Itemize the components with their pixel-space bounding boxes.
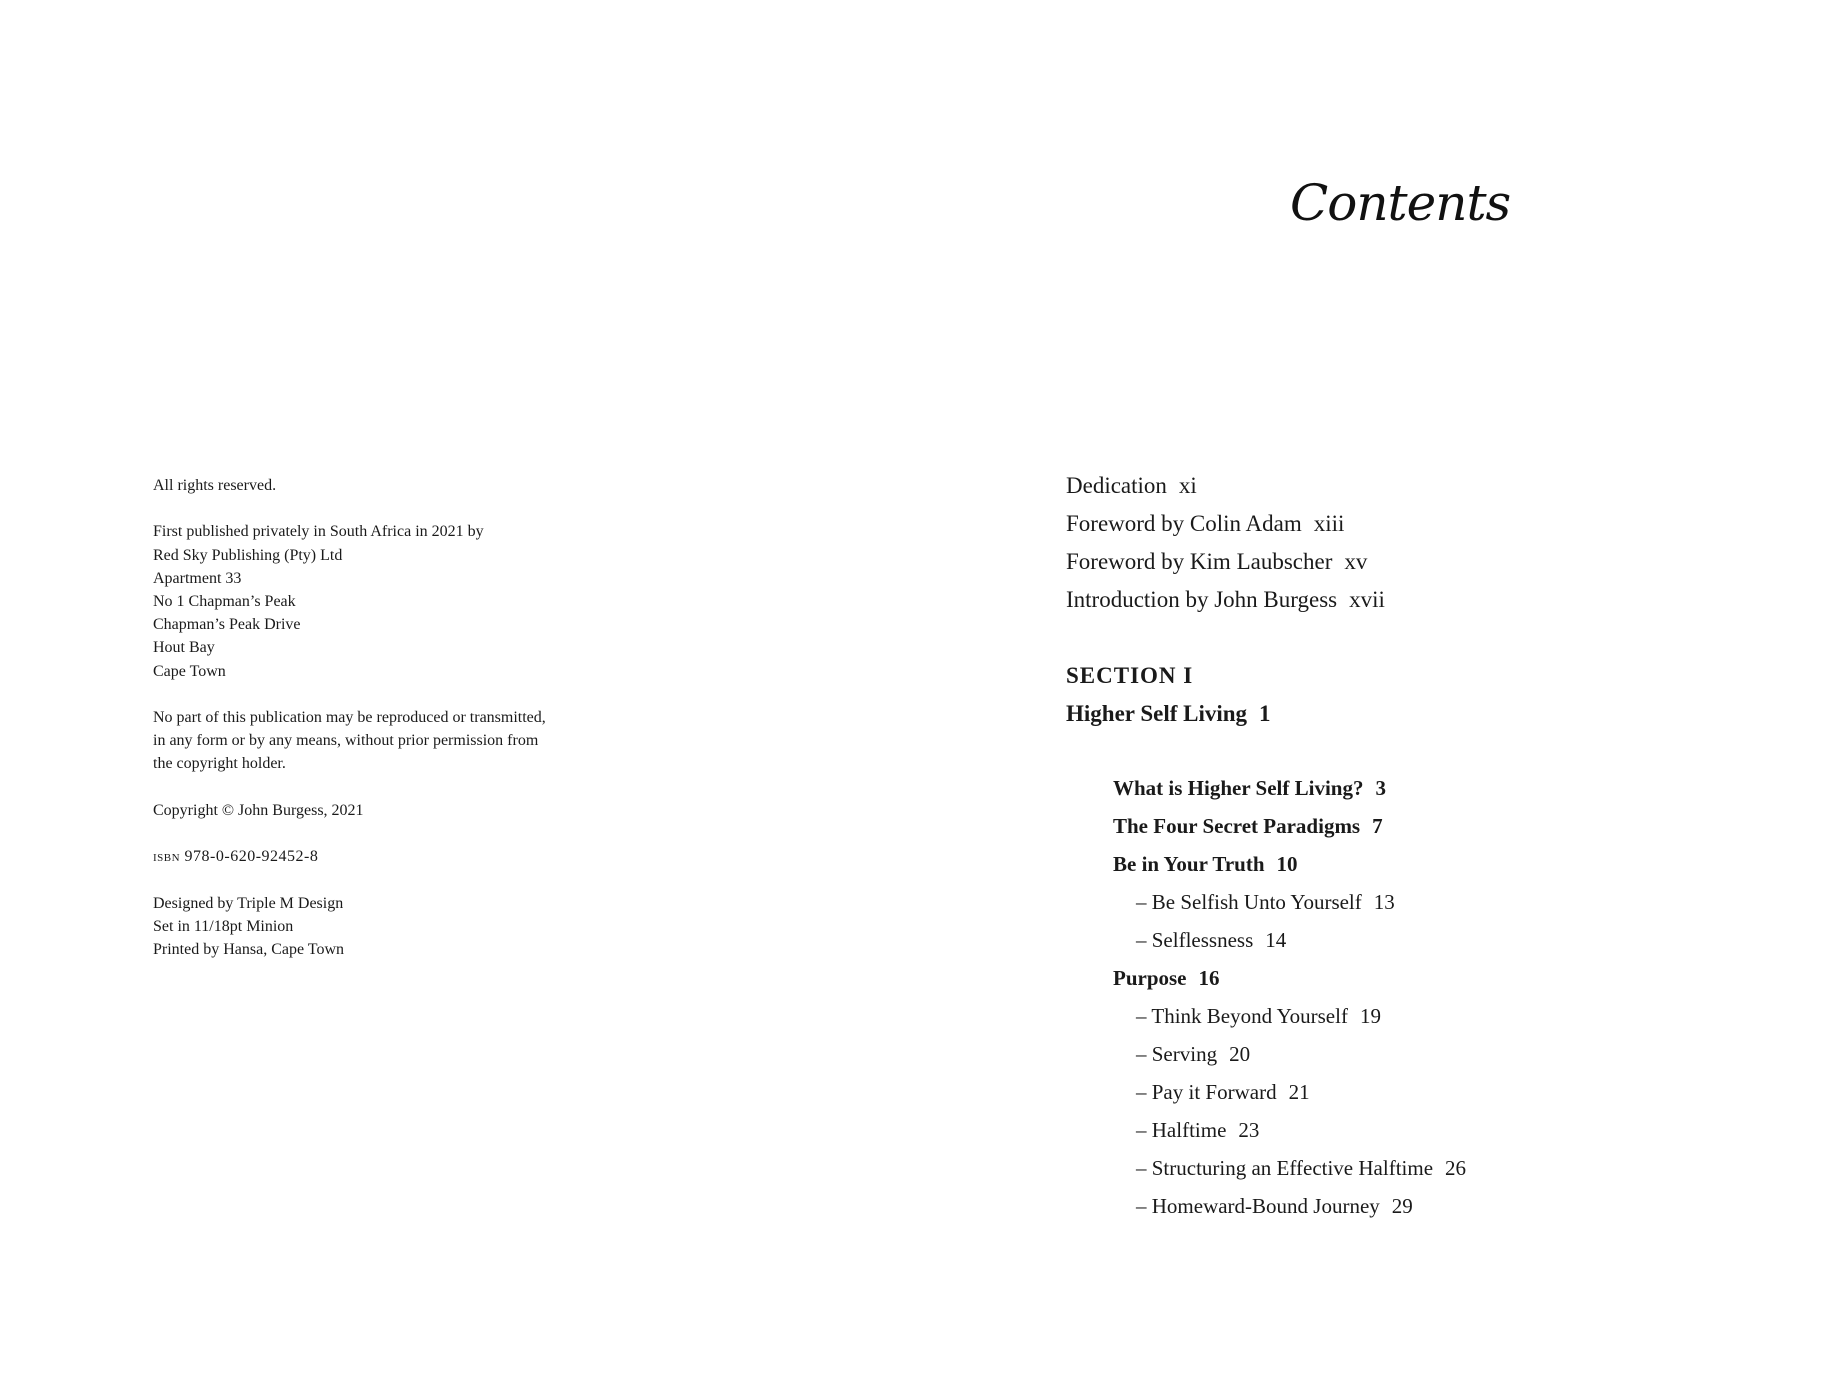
imprint-line: Chapman’s Peak Drive	[153, 616, 301, 634]
imprint-line: First published privately in South Africa in 2021 by	[153, 523, 484, 541]
imprint-line: No 1 Chapman’s Peak	[153, 593, 296, 610]
toc-chapter-label: The Four Secret Paradigms	[1113, 814, 1361, 838]
toc-subchapter-label: – Be Selfish Unto Yourself	[1136, 890, 1362, 914]
toc-subchapter-entry	[1136, 892, 1395, 913]
toc-subchapter-page: 23	[1238, 1118, 1260, 1142]
toc-chapter-label: What is Higher Self Living?	[1113, 776, 1364, 800]
imprint-line: Apartment 33	[153, 569, 242, 587]
toc-subchapter-entry	[1136, 1120, 1259, 1141]
section-heading: SECTION I	[1066, 663, 1194, 688]
toc-subchapter-page: 26	[1445, 1156, 1467, 1180]
toc-entry-label: Dedication	[1066, 473, 1167, 498]
toc-entry-label: Foreword by Kim Laubscher	[1066, 549, 1333, 574]
imprint-gap	[153, 683, 653, 706]
toc-entry-foreword-kim	[1066, 550, 1367, 573]
toc-entry-page: xiii	[1313, 511, 1345, 536]
toc-subchapter-page: 29	[1391, 1194, 1413, 1218]
toc-entry-label: Introduction by John Burgess	[1066, 587, 1338, 612]
toc-subchapter-label: – Structuring an Effective Halftime	[1136, 1156, 1434, 1180]
imprint-line: Cape Town	[153, 662, 226, 680]
toc-chapter-page: 10	[1276, 852, 1298, 876]
toc-entry-page: xv	[1344, 549, 1368, 574]
toc-chapter-entry	[1113, 816, 1383, 837]
toc-chapter-entry	[1113, 854, 1298, 875]
imprint-line: No part of this publication may be reproduced or transmitted,	[153, 709, 546, 726]
imprint-line: Designed by Triple M Design	[153, 894, 344, 912]
imprint-line: Printed by Hansa, Cape Town	[153, 940, 344, 958]
contents-title: Contents	[1290, 174, 1511, 232]
imprint-gap	[153, 822, 653, 845]
toc-chapter-entry	[1113, 968, 1220, 989]
toc-chapter-page: 7	[1372, 814, 1383, 838]
toc-subchapter-entry	[1136, 930, 1286, 951]
section-title: Higher Self Living	[1066, 701, 1248, 726]
toc-subchapter-page: 21	[1288, 1080, 1310, 1104]
toc-subchapter-label: – Homeward-Bound Journey	[1136, 1194, 1380, 1218]
imprint-block	[153, 474, 653, 961]
imprint-line: Red Sky Publishing (Pty) Ltd	[153, 546, 343, 564]
imprint-gap	[153, 868, 653, 891]
toc-entry-page: xvii	[1349, 587, 1385, 612]
left-page	[0, 0, 921, 1382]
toc-subchapter-label: – Halftime	[1136, 1118, 1227, 1142]
isbn-line: isbn 978-0-620-92452-8	[153, 848, 319, 866]
toc-subchapter-label: – Serving	[1136, 1042, 1218, 1066]
imprint-line: the copyright holder.	[153, 755, 286, 773]
section-title-entry	[1066, 702, 1271, 725]
imprint-line: Set in 11/18pt Minion	[153, 917, 294, 935]
toc-entry-label: Foreword by Colin Adam	[1066, 511, 1302, 536]
toc-entry-introduction	[1066, 588, 1385, 611]
toc-chapter-page: 16	[1198, 966, 1220, 990]
toc-subchapter-entry	[1136, 1196, 1413, 1217]
imprint-line: in any form or by any means, without prior permission from	[153, 732, 539, 750]
toc-chapter-label: Be in Your Truth	[1113, 852, 1265, 876]
toc-subchapter-label: – Selflessness	[1136, 928, 1254, 952]
section-page: 1	[1259, 701, 1271, 726]
toc-subchapter-entry	[1136, 1082, 1310, 1103]
toc-subchapter-entry	[1136, 1006, 1381, 1027]
right-page	[921, 0, 1843, 1382]
toc-subchapter-label: – Think Beyond Yourself	[1136, 1004, 1348, 1028]
toc-chapter-entry	[1113, 778, 1386, 799]
toc-entry-dedication	[1066, 474, 1197, 497]
toc-subchapter-label: – Pay it Forward	[1136, 1080, 1277, 1104]
toc-chapter-page: 3	[1375, 776, 1386, 800]
toc-subchapter-page: 14	[1265, 928, 1287, 952]
toc-subchapter-entry	[1136, 1158, 1466, 1179]
copyright-line: Copyright © John Burgess, 2021	[153, 801, 364, 819]
imprint-gap	[153, 497, 653, 520]
toc-chapter-label: Purpose	[1113, 966, 1187, 990]
imprint-line: Hout Bay	[153, 639, 215, 657]
toc-entry-page: xi	[1178, 473, 1197, 498]
toc-subchapter-entry	[1136, 1044, 1250, 1065]
toc-subchapter-page: 20	[1229, 1042, 1251, 1066]
toc-subchapter-page: 19	[1359, 1004, 1381, 1028]
toc-subchapter-page: 13	[1373, 890, 1395, 914]
toc-entry-foreword-colin	[1066, 512, 1344, 535]
imprint-line: All rights reserved.	[153, 477, 277, 494]
imprint-gap	[153, 776, 653, 799]
